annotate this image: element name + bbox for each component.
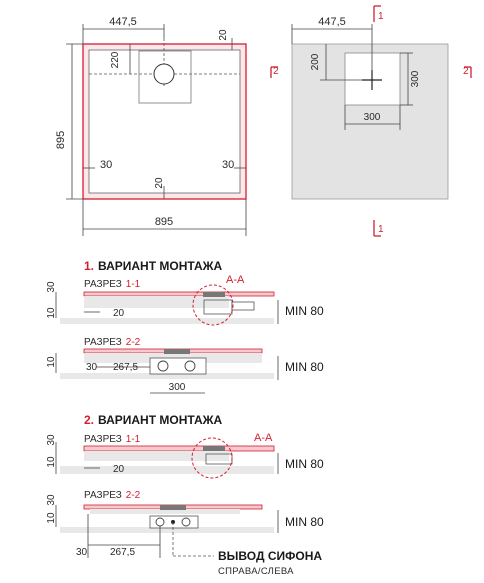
svg-text:1: 1 xyxy=(378,11,384,22)
v2-s11-label: РАЗРЕЗ 1-1 xyxy=(84,434,141,445)
v1-s11-floor xyxy=(84,296,229,308)
v1-s22-drain xyxy=(164,349,190,354)
v1-s11-label: РАЗРЕЗ 1-1 xyxy=(84,279,141,290)
v2-min-11: MIN 80 xyxy=(285,457,324,471)
dim-border-top-text: 20 xyxy=(218,29,229,41)
v2-min-22: MIN 80 xyxy=(285,515,324,529)
variant2-title: 2. ВАРИАНТ МОНТАЖА xyxy=(84,413,223,427)
dim-right-text: 30 xyxy=(222,159,235,171)
dim-box-h-text: 300 xyxy=(410,70,421,88)
v1-min-22: MIN 80 xyxy=(285,360,324,374)
v1-s11-base xyxy=(60,318,274,324)
dim-box-w-text: 300 xyxy=(363,112,381,123)
v2-dim-267: 267,5 xyxy=(110,547,136,558)
pipe-icon xyxy=(185,361,195,371)
pipe-icon xyxy=(156,518,164,526)
siphon-title: ВЫВОД СИФОНА xyxy=(218,549,323,563)
v2-s11-base xyxy=(60,466,274,474)
v1-min-11: MIN 80 xyxy=(285,304,324,318)
v1-dim-20: 20 xyxy=(113,308,125,319)
drain-icon xyxy=(154,64,174,84)
v1-dim-10: 10 xyxy=(46,307,57,319)
plan-left xyxy=(55,16,246,236)
v2-s22-label: РАЗРЕЗ 2-2 xyxy=(84,490,141,501)
dim-width-text: 895 xyxy=(154,216,174,228)
section-mark-2-right xyxy=(463,66,471,78)
v2-s11-floor xyxy=(84,451,229,461)
v2-s11-drain xyxy=(203,446,225,451)
section-mark-1-bottom xyxy=(374,220,384,236)
svg-text:1: 1 xyxy=(378,224,384,235)
v1-detail-label: А-А xyxy=(226,274,245,286)
pipe-icon xyxy=(182,518,190,526)
v2-detail-label: А-А xyxy=(254,432,273,444)
svg-text:2: 2 xyxy=(273,66,279,77)
dim-top-text: 447,5 xyxy=(318,16,346,28)
v1-s11-pipe xyxy=(232,302,254,310)
dim-drain-y-text: 200 xyxy=(310,53,321,71)
v1-s11-drain xyxy=(203,292,225,297)
v2-s22-drain xyxy=(160,505,186,510)
v1-dim-267: 267,5 xyxy=(113,362,139,373)
variant-2 xyxy=(46,413,324,577)
v1-dim-300: 300 xyxy=(168,382,186,393)
v1-s22-label: РАЗРЕЗ 2-2 xyxy=(84,337,141,348)
variant-1 xyxy=(46,259,324,393)
v1-dim-30b: 30 xyxy=(86,362,98,373)
dim-left-text: 30 xyxy=(100,159,113,171)
v2-dim-30: 30 xyxy=(46,434,57,446)
v2-dim-30b: 30 xyxy=(46,494,57,506)
v1-s11-tray xyxy=(84,292,274,296)
dim-height-text: 895 xyxy=(55,130,67,150)
dim-bottom-text: 20 xyxy=(154,177,165,189)
section-mark-2-left xyxy=(271,66,279,78)
dim-drain-y-text: 220 xyxy=(110,51,121,69)
v2-dim-20: 20 xyxy=(113,464,125,475)
section-mark-1-top xyxy=(374,6,384,22)
variant1-title: 1. ВАРИАНТ МОНТАЖА xyxy=(84,259,223,273)
pipe-icon xyxy=(158,361,168,371)
v2-dim-30c: 30 xyxy=(76,547,88,558)
v2-dim-10b: 10 xyxy=(46,512,57,524)
v2-s11-tray xyxy=(84,446,274,451)
v1-dim-30: 30 xyxy=(46,281,57,293)
dim-top-text: 447,5 xyxy=(109,16,137,28)
siphon-subtitle: СПРАВА/СЛЕВА xyxy=(218,566,294,577)
plan-right xyxy=(271,6,471,236)
v1-dim-10b: 10 xyxy=(46,356,57,368)
v2-dim-10: 10 xyxy=(46,456,57,468)
svg-text:2: 2 xyxy=(463,66,469,77)
